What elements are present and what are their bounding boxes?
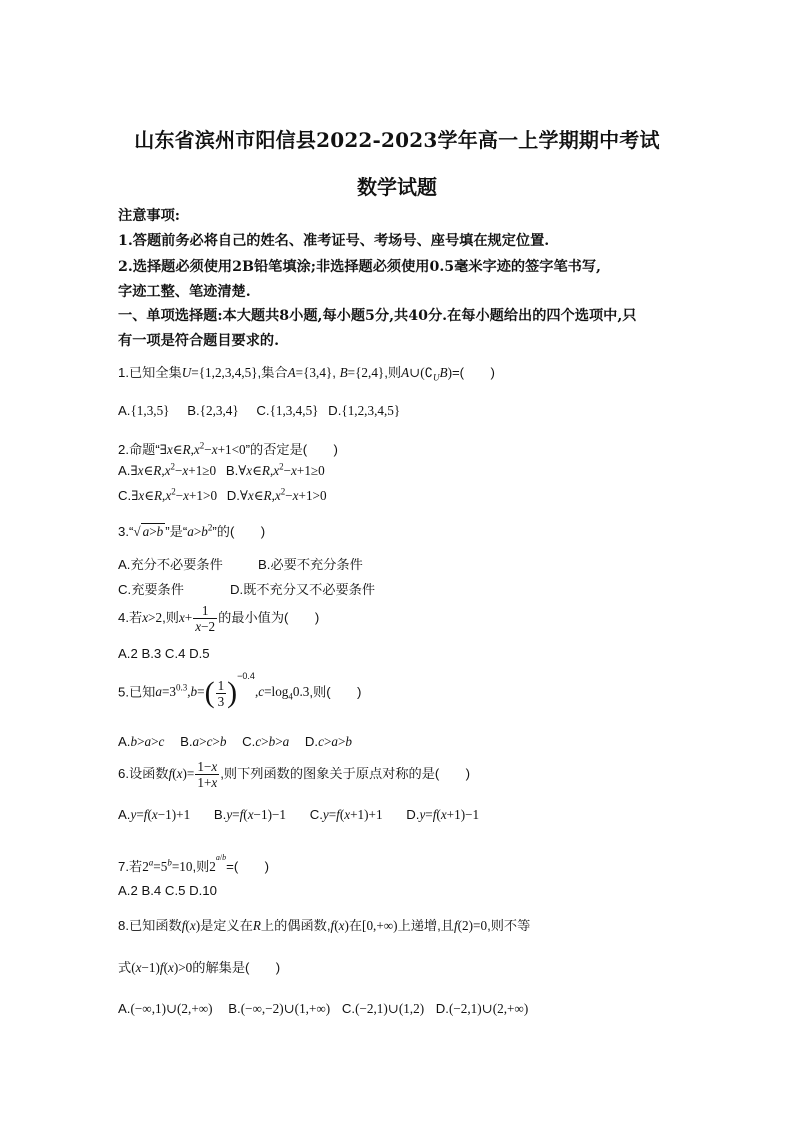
question-3: 3.“√ a>b ”是“$a>b^2$”的( ) (118, 522, 266, 539)
q8-text: ,则不等 (487, 918, 531, 933)
q7-text: 7.若 (118, 859, 143, 874)
q3-options-row-1 (118, 554, 363, 573)
q2-options-row-1: $A.\exists x\in R,x^2-x+1\ge 0$ $B.\forall x\in R,x^2-x+1\ge 0$ (118, 461, 325, 478)
q8-option-c: C. (341, 1001, 356, 1016)
q2-option-b: B. (225, 463, 239, 478)
q1-option-d: D. (328, 403, 342, 418)
q1-text: ,集合 (257, 365, 288, 380)
question-1: 1.已知全集U={1,2,3,4,5},集合A={3,4}, B={2,4},则$A\cup(∁_UB)=$( ) (118, 365, 495, 383)
q3-text: 3.“ (118, 524, 134, 539)
q6-option-b: B. (213, 807, 227, 822)
q2-text: ”的否定是( ) (245, 442, 338, 457)
q6-text: ,则下列函数的图象关于原点对称的是( ) (220, 765, 471, 781)
q5-option-d: D. (304, 734, 319, 749)
q8-options: A.(−∞,1)∪(2,+∞) B.(−∞,−2)∪(1,+∞) C.(−2,1)∪(1,2) D.(−2,1)∪(2,+∞) (118, 1001, 529, 1016)
q1-text: ,则 (384, 365, 402, 380)
q8-text: 上递增,且 (397, 918, 454, 933)
q2-option-c: C. (118, 488, 132, 503)
q5-options: A.b>a>c B.a>c>b C.c>b>a D.c>a>b (118, 734, 353, 749)
question-6: 6.设函数f(x)= $\frac{1-x}{1+x}$ ,则下列函数的图象关于原点对称的是( ) (118, 759, 471, 790)
notes-item-2-cont: 字迹工整、笔迹清楚. (118, 284, 251, 300)
q2-option-d: D. (226, 488, 240, 503)
q1-text: =( ) (451, 365, 495, 380)
q6-option-d: D. (406, 807, 420, 822)
q4-text: ,则 (162, 609, 179, 625)
q6-option-c: C. (309, 807, 323, 822)
q3-option-a: A.充分不必要条件 (118, 557, 223, 572)
q1-option-b: B. (187, 403, 200, 418)
q5-text: 5.已知 (118, 684, 156, 700)
q4-text: 的最小值为( ) (218, 609, 320, 625)
section-instruction: 一、单项选择题:本大题共8小题,每小题5分,共40分.在每小题给出的四个选项中,只 (118, 308, 637, 324)
question-4: 4.若x>2,则x+ $\frac{1}{x-2}$ 的最小值为( ) (118, 603, 320, 634)
q2-option-a: A. (118, 463, 131, 478)
q5-option-b: B. (180, 734, 193, 749)
q8-text: 的解集是( ) (192, 960, 281, 975)
q6-option-a: A. (118, 807, 131, 822)
q5-option-a: A. (118, 734, 131, 749)
q7-text: ,则 (192, 859, 210, 874)
question-8: 8.已知函数f(x)是定义在R上的偶函数,f(x)在[0,+∞)上递增,且f(2)=0,则不等 (118, 918, 531, 933)
q5-text: ,则( ) (309, 684, 362, 700)
q3-option-b: B.必要不充分条件 (258, 557, 363, 572)
q1-option-c: C. (256, 403, 270, 418)
question-8-cont: 式(x−1)f(x)>0的解集是( ) (118, 960, 281, 975)
exam-subtitle: 数学试题 (357, 175, 437, 199)
q8-text: 在 (348, 918, 363, 933)
notes-item-1: 1.答题前务必将自己的姓名、准考证号、考场号、座号填在规定位置. (118, 233, 550, 249)
q8-text: 是定义在 (200, 918, 253, 933)
question-5: 5.已知$a=3^{0.3},b=$( $\frac{1}{3}$ )$^{-0.4},c=\log_40.3$,则( ) (118, 671, 362, 709)
q3-option-c: C.充要条件 (118, 582, 184, 597)
section-instruction-cont: 有一项是符合题目要求的. (118, 333, 280, 349)
q8-option-b: B. (228, 1001, 241, 1016)
q8-text: 式 (118, 960, 132, 975)
q6-options: A.y=f(x−1)+1 B.y=f(x−1)−1 C.y=f(x+1)+1 D.y=f(x+1)−1 (118, 807, 480, 822)
q3-text: ”是“ (165, 524, 188, 539)
q8-text: 8.已知函数 (118, 918, 182, 933)
q3-text: ”的( ) (212, 524, 266, 539)
exam-title: 山东省滨州市阳信县2022-2023学年高一上学期期中考试 (134, 128, 660, 152)
q2-text: 2.命题“ (118, 442, 160, 457)
q7-options: A.2 B.4 C.5 D.10 (118, 883, 217, 898)
question-2: 2.命题“$\exists x\in R,x^2-x+1<0$”的否定是( ) (118, 440, 338, 457)
q8-text: 上的偶函数, (260, 918, 331, 933)
q4-options: A.2 B.3 C.4 D.5 (118, 646, 210, 661)
q8-option-a: A. (118, 1001, 131, 1016)
q2-options-row-2: $C.\exists x\in R,x^2-x+1>0$ $D.\forall x\in R,x^2-x+1>0$ (118, 486, 327, 503)
q1-options: A.{1,3,5} B.{2,3,4} C.{1,3,4,5} D.{1,2,3,4,5} (118, 403, 401, 418)
q1-option-a: A. (118, 403, 131, 418)
q1-text: 1.已知全集 (118, 365, 182, 380)
q6-text: 6.设函数 (118, 765, 169, 781)
q3-option-d: D.既不充分又不必要条件 (230, 582, 376, 597)
q1-text: , (332, 365, 336, 380)
q7-text: =( ) (226, 859, 269, 874)
question-7: 7.若$2^a=5^b=10$,则$2^{a/b}=$( ) (118, 852, 269, 874)
q8-option-d: D. (435, 1001, 449, 1016)
q4-text: 4.若 (118, 609, 143, 625)
q5-option-c: C. (242, 734, 256, 749)
notes-item-2: 2.选择题必须使用2B铅笔填涂;非选择题必须使用0.5毫米字迹的签字笔书写, (118, 259, 601, 275)
q3-options-row-2 (118, 579, 376, 598)
notes-heading: 注意事项: (118, 208, 180, 224)
